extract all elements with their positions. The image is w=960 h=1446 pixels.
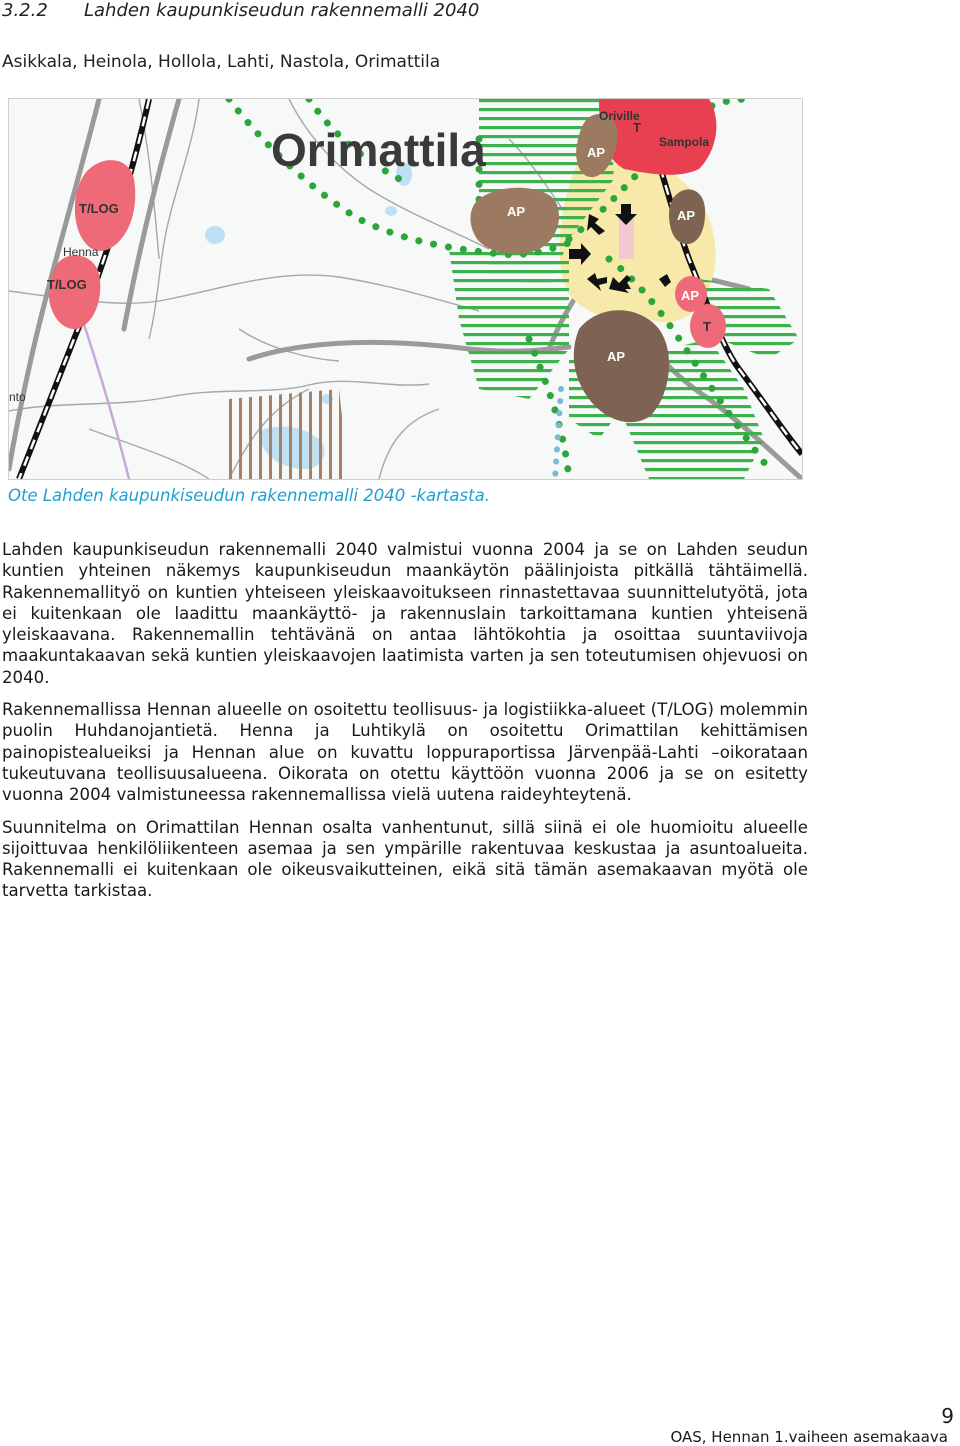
map-title-orimattila: Orimattila xyxy=(271,124,486,176)
municipalities-subtitle: Asikkala, Heinola, Hollola, Lahti, Nastola, Orimattila xyxy=(2,52,441,72)
map-caption: Ote Lahden kaupunkiseudun rakennemalli 2040 -kartasta. xyxy=(8,486,490,505)
label-oriville: Oriville xyxy=(599,109,640,123)
label-ap-west: AP xyxy=(507,204,526,219)
label-ap-southeast: AP xyxy=(681,288,700,303)
label-ap-north: AP xyxy=(587,145,606,160)
paragraph-3: Suunnitelma on Orimattilan Hennan osalta vanhentunut, sillä siinä ei ole huomioitu alueelle sijoittuvaa henkilöliikenteen asemaa ja sen ympärille rakentuvaa keskustaa ja asuntoalueita. Rakennemalli ei kuitenkaan ole oikeusvaikutteinen, eikä sitä tämän asemakaavan myötä ole tarvetta tarkistaa. xyxy=(2,817,808,901)
label-t-east: T xyxy=(703,319,711,334)
brown-striped-area xyxy=(224,389,349,479)
label-ap-east: AP xyxy=(677,208,696,223)
paragraph-1: Lahden kaupunkiseudun rakennemalli 2040 valmistui vuonna 2004 ja se on Lahden seudun kuntien yhteinen näkemys kaupunkiseudun maankäytön päälinjoista pitkällä tähtäimellä. Rakennemallityö on kuntien yhteiseen yleiskaavoitukseen rinnastettavaa suunnittelutyötä, jota ei kuitenkaan ole laadittu maankäyttö- ja rakennuslain tarkoittamana kuntien yhteisenä yleiskaavana. Rakennemallin tehtävänä on antaa lähtökohtia ja osoittaa suuntaviivoja maakuntakaavan sekä kuntien yleiskaavojen laatimista varten ja sen toteutumisen ohjevuosi on 2040. xyxy=(2,540,808,687)
page-number: 9 xyxy=(941,1404,954,1428)
map-image xyxy=(9,99,802,479)
structure-model-map xyxy=(8,98,803,480)
label-ap-south: AP xyxy=(607,349,626,364)
paragraph-2: Rakennemallissa Hennan alueelle on osoitettu teollisuus- ja logistiikka-alueet (T/LOG) molemmin puolin Huhdanojantietä. Henna ja Luhtikylä on osoitettu Orimattilan kehittämisen painopistealueiksi ja Hennan alue on kuvattu loppuraportissa Järvenpää-Lahti –oikorataan tukeutuvana teollisuusalueena. Oikorata on otettu käyttöön vuonna 2006 ja se on esitetty vuonna 2004 valmistuneessa rakennemallissa vielä uutena raideyhteytenä. xyxy=(2,700,808,805)
label-henna: Henna xyxy=(63,245,99,259)
label-edge: nto xyxy=(9,390,26,404)
label-t-north: T xyxy=(633,120,641,135)
page-footer: OAS, Hennan 1.vaiheen asemakaava xyxy=(670,1428,948,1446)
label-tlog-1: T/LOG xyxy=(79,201,119,216)
section-heading xyxy=(2,0,479,21)
body-text xyxy=(2,539,808,913)
label-sampola: Sampola xyxy=(659,135,710,149)
section-number: 3.2.2 xyxy=(2,0,48,21)
label-tlog-2: T/LOG xyxy=(47,277,87,292)
section-title: Lahden kaupunkiseudun rakennemalli 2040 xyxy=(84,0,480,21)
